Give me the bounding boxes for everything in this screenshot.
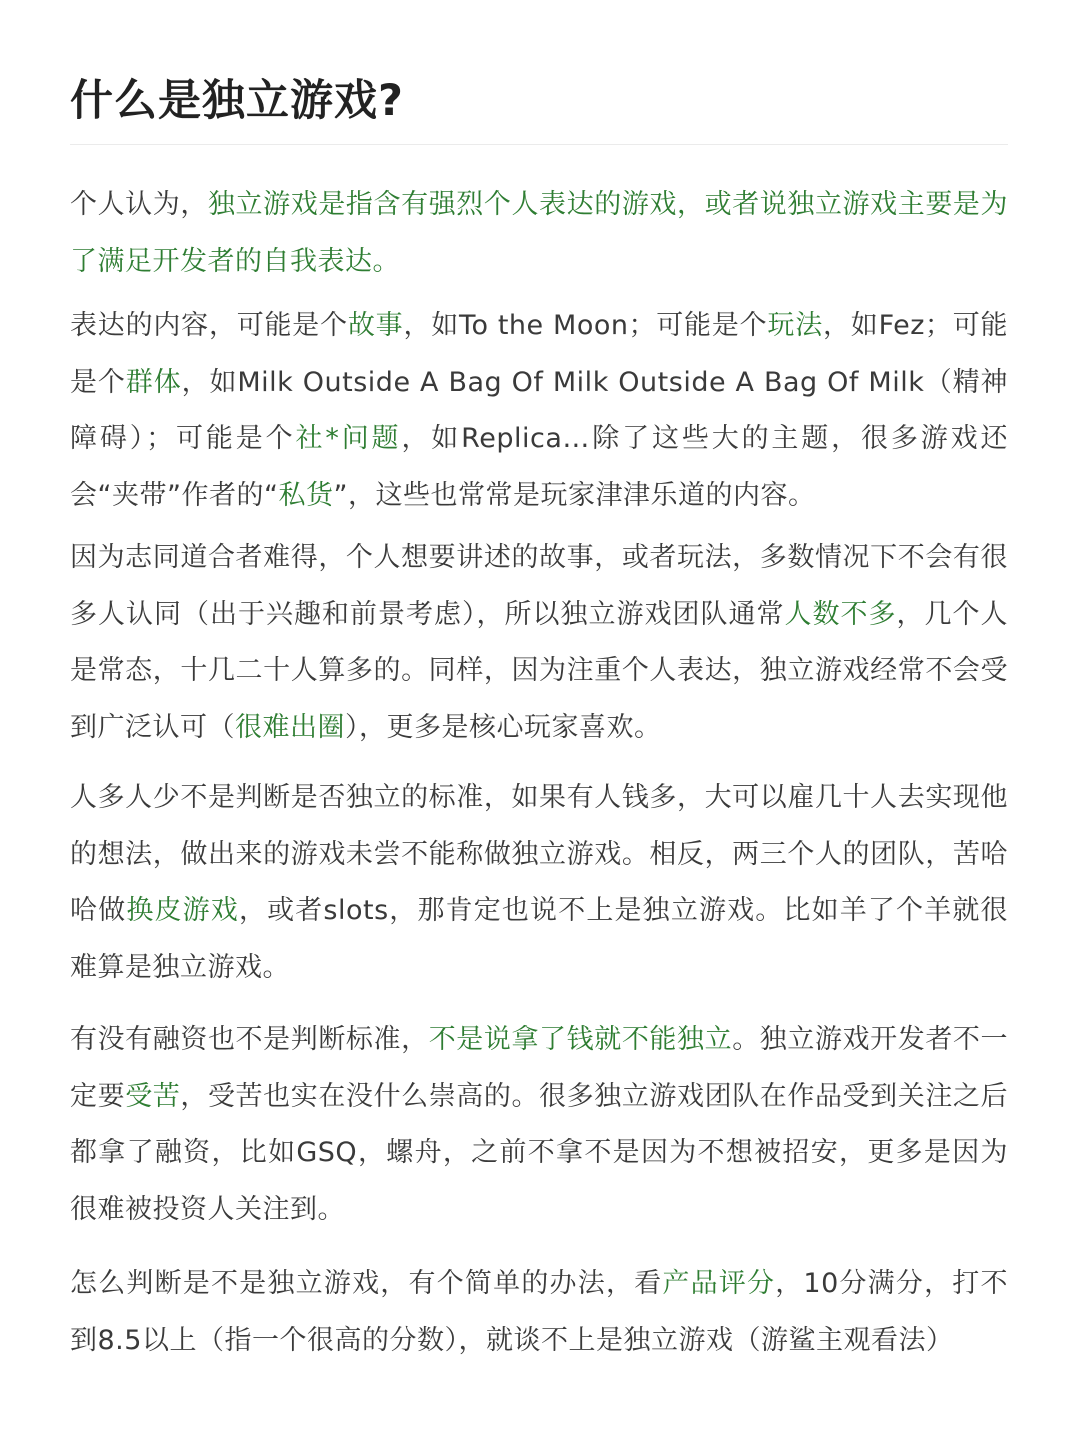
text-segment: 因为志同道合者难得，个人想要讲述的故事，或者玩法，多数情况下不会有很多人认同（出于兴趣和前景考虑），所以独立游戏团队通常: [70, 542, 1008, 630]
text-segment: 有没有融资也不是判断标准，: [70, 1024, 429, 1055]
highlight-segment: 私货: [278, 479, 334, 511]
text-segment: 个人认为，: [70, 189, 208, 220]
text-segment: ，如Replica…除了这些大的主题，很多游戏还会“夹带”作者的“: [70, 423, 1009, 511]
title-divider: [70, 144, 1008, 145]
highlight-segment: 群体: [125, 366, 182, 398]
highlight-segment: 人数不多: [784, 598, 897, 630]
text-segment: ），更多是核心玩家喜欢。: [345, 711, 662, 743]
paragraph-5: [70, 1012, 1008, 1238]
highlight-segment: 社*问题: [295, 423, 402, 454]
text-segment: 。独立游戏开发者不一定要: [70, 1024, 1009, 1112]
text-segment: ，如Fez；可能是个: [70, 310, 1008, 398]
text-segment: ，受苦也实在没什么崇高的。很多独立游戏团队在作品受到关注之后都拿了融资，比如GSQ，螺舟，之前不拿不是因为不想被招安，更多是因为很难被投资人关注到。: [70, 1080, 1009, 1225]
paragraph-3: [70, 530, 1008, 756]
highlight-segment: 故事: [347, 310, 404, 341]
paragraph-1: [70, 177, 1008, 290]
paragraph-2: [70, 298, 1008, 524]
paragraph-6: [70, 1256, 1008, 1369]
text-segment: ”，这些也常常是玩家津津乐道的内容。: [333, 479, 816, 511]
highlight-segment: 玩法: [767, 310, 823, 341]
text-segment: ，或者slots，那肯定也说不上是独立游戏。比如羊了个羊就很难算是独立游戏。: [70, 895, 1009, 983]
highlight-segment: 独立游戏是指含有强烈个人表达的游戏，或者说独立游戏主要是为了满足开发者的自我表达。: [70, 189, 1009, 277]
highlight-segment: 换皮游戏: [126, 895, 239, 926]
text-segment: ，如Milk Outside A Bag Of Milk Outside A Bag Of Milk（精神障碍）；可能是个: [70, 366, 1009, 454]
highlight-segment: 产品评分: [662, 1268, 776, 1299]
text-segment: ，如To the Moon；可能是个: [403, 310, 768, 341]
text-segment: ，几个人是常态，十几二十人算多的。同样，因为注重个人表达，独立游戏经常不会受到广泛认可（: [70, 598, 1008, 743]
page-title: 什么是独立游戏?: [70, 76, 404, 126]
paragraph-4: [70, 770, 1008, 996]
text-segment: 怎么判断是不是独立游戏，有个简单的办法，看: [70, 1268, 663, 1299]
text-segment: 表达的内容，可能是个: [70, 310, 348, 341]
highlight-segment: 不是说拿了钱就不能独立: [428, 1024, 733, 1055]
highlight-segment: 受苦: [125, 1080, 181, 1112]
highlight-segment: 很难出圈: [235, 711, 345, 743]
text-segment: ，10分满分，打不到8.5以上（指一个很高的分数），就谈不上是独立游戏（游鲨主观看法）: [70, 1268, 1009, 1356]
text-segment: 人多人少不是判断是否独立的标准，如果有人钱多，大可以雇几十人去实现他的想法，做出来的游戏未尝不能称做独立游戏。相反，两三个人的团队，苦哈哈做: [70, 782, 1008, 926]
